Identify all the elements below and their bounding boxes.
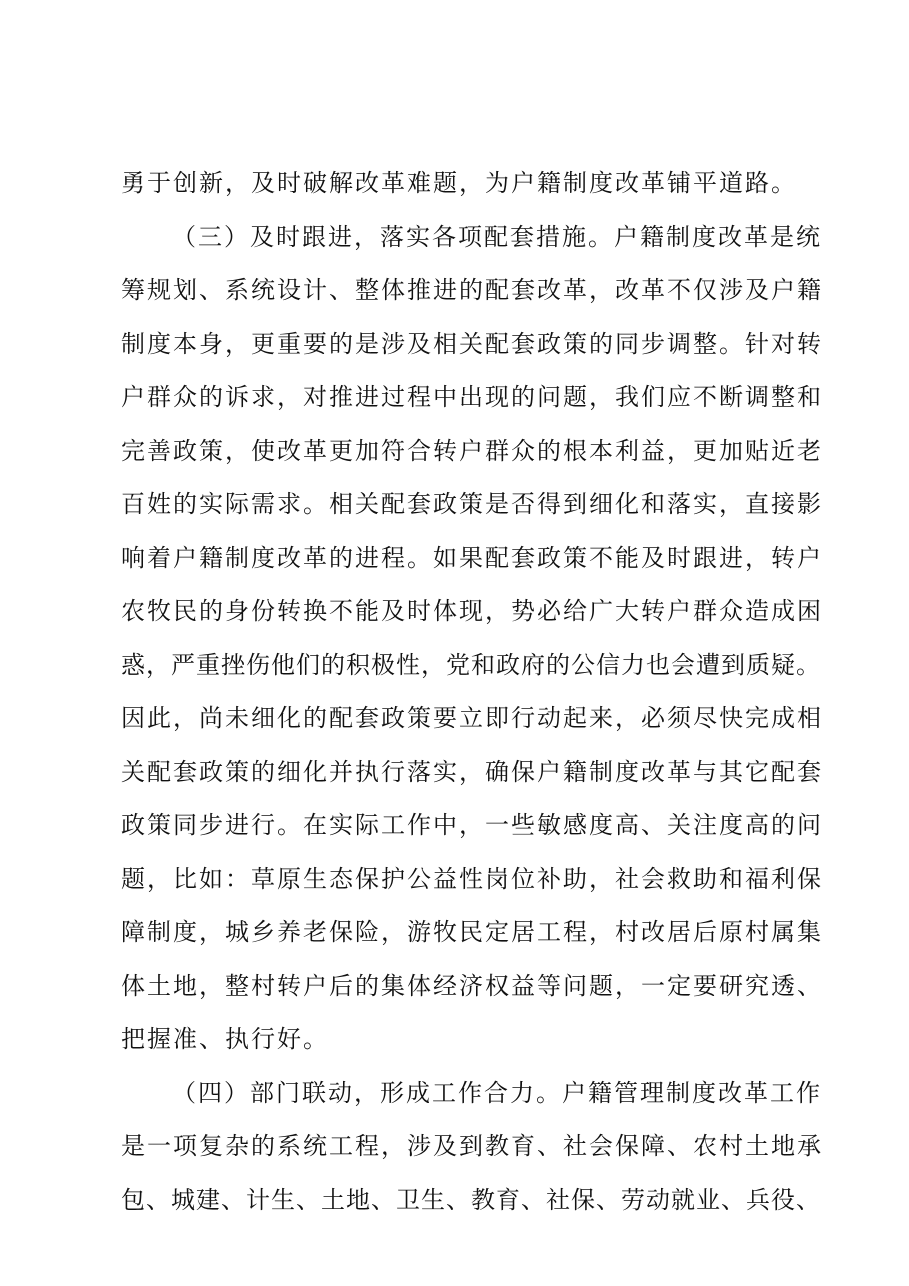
text-line: 百姓的实际需求。相关配套政策是否得到细化和落实，直接影 <box>121 490 823 518</box>
text-line: （四）部门联动，形成工作合力。户籍管理制度改革工作 <box>172 1079 822 1107</box>
text-line: 制度本身，更重要的是涉及相关配套政策的同步调整。针对转 <box>121 330 823 358</box>
text-line: 是一项复杂的系统工程，涉及到教育、社会保障、农村土地承 <box>121 1132 823 1160</box>
text-line: 体土地，整村转户后的集体经济权益等问题，一定要研究透、 <box>121 972 823 1000</box>
text-line: 响着户籍制度改革的进程。如果配套政策不能及时跟进，转户 <box>121 544 823 572</box>
text-line: 障制度，城乡养老保险，游牧民定居工程，村改居后原村属集 <box>121 918 823 946</box>
text-line: 政策同步进行。在实际工作中，一些敏感度高、关注度高的问 <box>121 811 823 839</box>
text-line: 完善政策，使改革更加符合转户群众的根本利益，更加贴近老 <box>121 437 823 465</box>
text-line: 筹规划、系统设计、整体推进的配套改革，改革不仅涉及户籍 <box>121 276 823 304</box>
text-line: 把握准、执行好。 <box>121 1025 329 1053</box>
text-line: 题，比如：草原生态保护公益性岗位补助，社会救助和福利保 <box>121 865 823 893</box>
text-line: 勇于创新，及时破解改革难题，为户籍制度改革铺平道路。 <box>121 169 797 197</box>
text-line: 户群众的诉求，对推进过程中出现的问题，我们应不断调整和 <box>121 383 823 411</box>
text-line: 包、城建、计生、土地、卫生、教育、社保、劳动就业、兵役、 <box>121 1186 821 1214</box>
text-line: 惑，严重挫伤他们的积极性，党和政府的公信力也会遭到质疑。 <box>121 651 821 679</box>
text-line: 因此，尚未细化的配套政策要立即行动起来，必须尽快完成相 <box>121 704 823 732</box>
text-line: 关配套政策的细化并执行落实，确保户籍制度改革与其它配套 <box>121 758 823 786</box>
text-line: 农牧民的身份转换不能及时体现，势必给广大转户群众造成困 <box>121 597 823 625</box>
text-line: （三）及时跟进，落实各项配套措施。户籍制度改革是统 <box>172 223 822 251</box>
